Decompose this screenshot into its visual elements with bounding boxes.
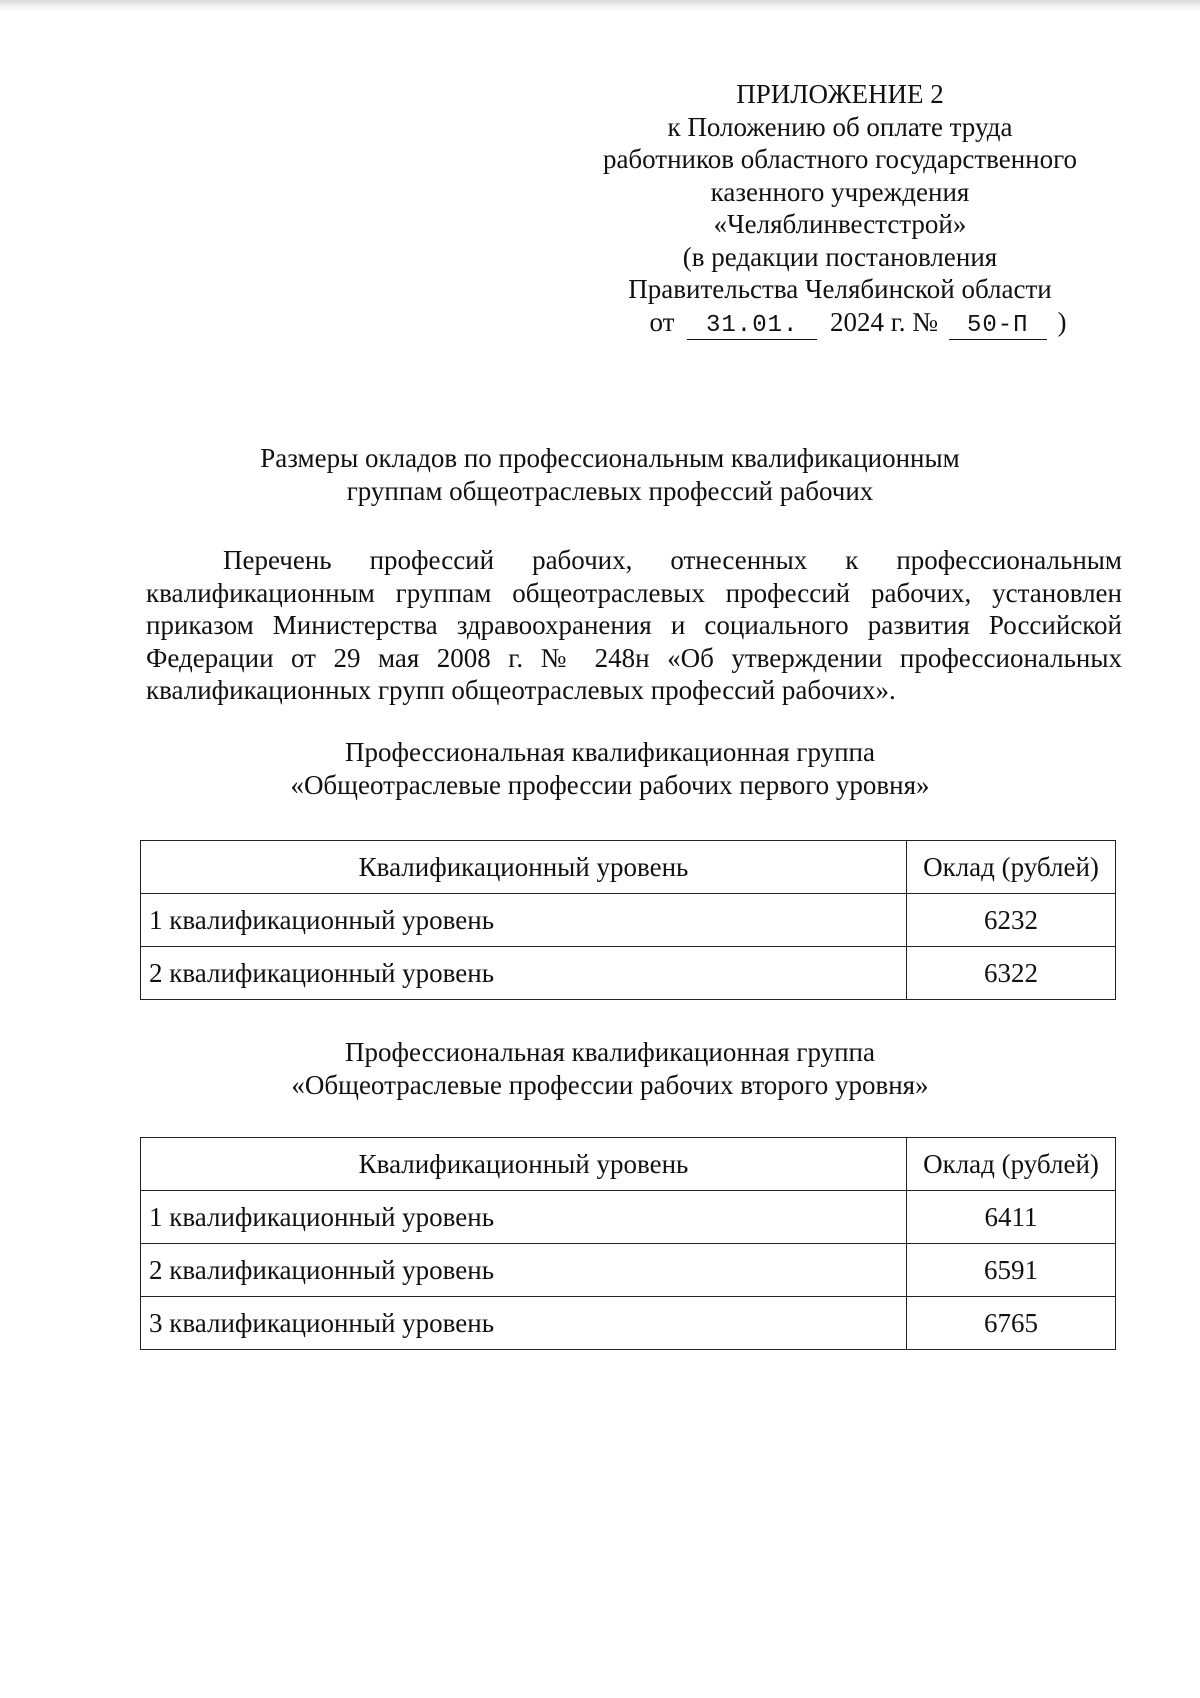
- column-header-salary: Оклад (рублей): [907, 841, 1116, 894]
- appendix-title: ПРИЛОЖЕНИЕ 2: [736, 79, 944, 109]
- level-cell: 1 квалификационный уровень: [141, 1191, 907, 1244]
- appendix-line: Правительства Челябинской области: [628, 274, 1052, 304]
- appendix-line: работников областного государственного: [602, 144, 1078, 174]
- group-heading-line: «Общеотраслевые профессии рабочих первого уровня»: [290, 770, 930, 800]
- level-cell: 2 квалификационный уровень: [141, 947, 907, 1000]
- table-header-row: [141, 841, 1116, 894]
- year-text: 2024 г. №: [829, 306, 938, 337]
- table-row: [141, 1244, 1116, 1297]
- table-row: [141, 947, 1116, 1000]
- appendix-header: [560, 78, 1120, 340]
- group-heading-first-level: [150, 736, 1070, 802]
- handwritten-number: 50-П: [966, 311, 1029, 339]
- table-row: [141, 1191, 1116, 1244]
- appendix-line: «Челяблинвестстрой»: [713, 209, 967, 239]
- table-header-row: [141, 1138, 1116, 1191]
- appendix-date-line: [560, 306, 1120, 340]
- salary-table-first-level: [140, 840, 1116, 1000]
- document-title: [150, 442, 1070, 508]
- group-heading-line: «Общеотраслевые профессии рабочих второго уровня»: [291, 1070, 929, 1100]
- table-row: [141, 1297, 1116, 1350]
- date-prefix: от: [649, 306, 675, 337]
- salary-cell: 6591: [907, 1244, 1116, 1297]
- salary-table-second-level: [140, 1137, 1116, 1350]
- handwritten-date: 31.01.: [705, 311, 799, 339]
- salary-cell: 6232: [907, 894, 1116, 947]
- number-blank: [949, 309, 1047, 340]
- salary-cell: 6765: [907, 1297, 1116, 1350]
- level-cell: 2 квалификационный уровень: [141, 1244, 907, 1297]
- salary-cell: 6411: [907, 1191, 1116, 1244]
- appendix-line: к Положению об оплате труда: [667, 111, 1013, 142]
- date-blank: [687, 309, 817, 340]
- level-cell: 1 квалификационный уровень: [141, 894, 907, 947]
- closing-paren: ): [1057, 306, 1067, 337]
- salary-cell: 6322: [907, 947, 1116, 1000]
- table-row: [141, 894, 1116, 947]
- appendix-line: казенного учреждения: [710, 176, 970, 207]
- column-header-salary: Оклад (рублей): [907, 1138, 1116, 1191]
- intro-paragraph: Перечень профессий рабочих, отнесенных к профессиональным квалификационным группам общеотраслевых профессий рабочих, установлен приказом Министерства здравоохранения и социального развития Российской Федерации от 29 мая 2008 г. № 248н «Об утверждении профессиональных квалификационных групп общеотраслевых профессий рабочих».: [146, 545, 1122, 705]
- group-heading-line: Профессиональная квалификационная группа: [345, 1037, 875, 1067]
- appendix-line: (в редакции постановления: [682, 241, 998, 272]
- scan-edge: [0, 0, 1200, 12]
- document-title-line: Размеры окладов по профессиональным квалификационным: [260, 443, 960, 473]
- column-header-level: Квалификационный уровень: [141, 1138, 907, 1191]
- document-title-line: группам общеотраслевых профессий рабочих: [346, 476, 874, 506]
- group-heading-line: Профессиональная квалификационная группа: [345, 737, 875, 767]
- group-heading-second-level: [150, 1036, 1070, 1102]
- column-header-level: Квалификационный уровень: [141, 841, 907, 894]
- level-cell: 3 квалификационный уровень: [141, 1297, 907, 1350]
